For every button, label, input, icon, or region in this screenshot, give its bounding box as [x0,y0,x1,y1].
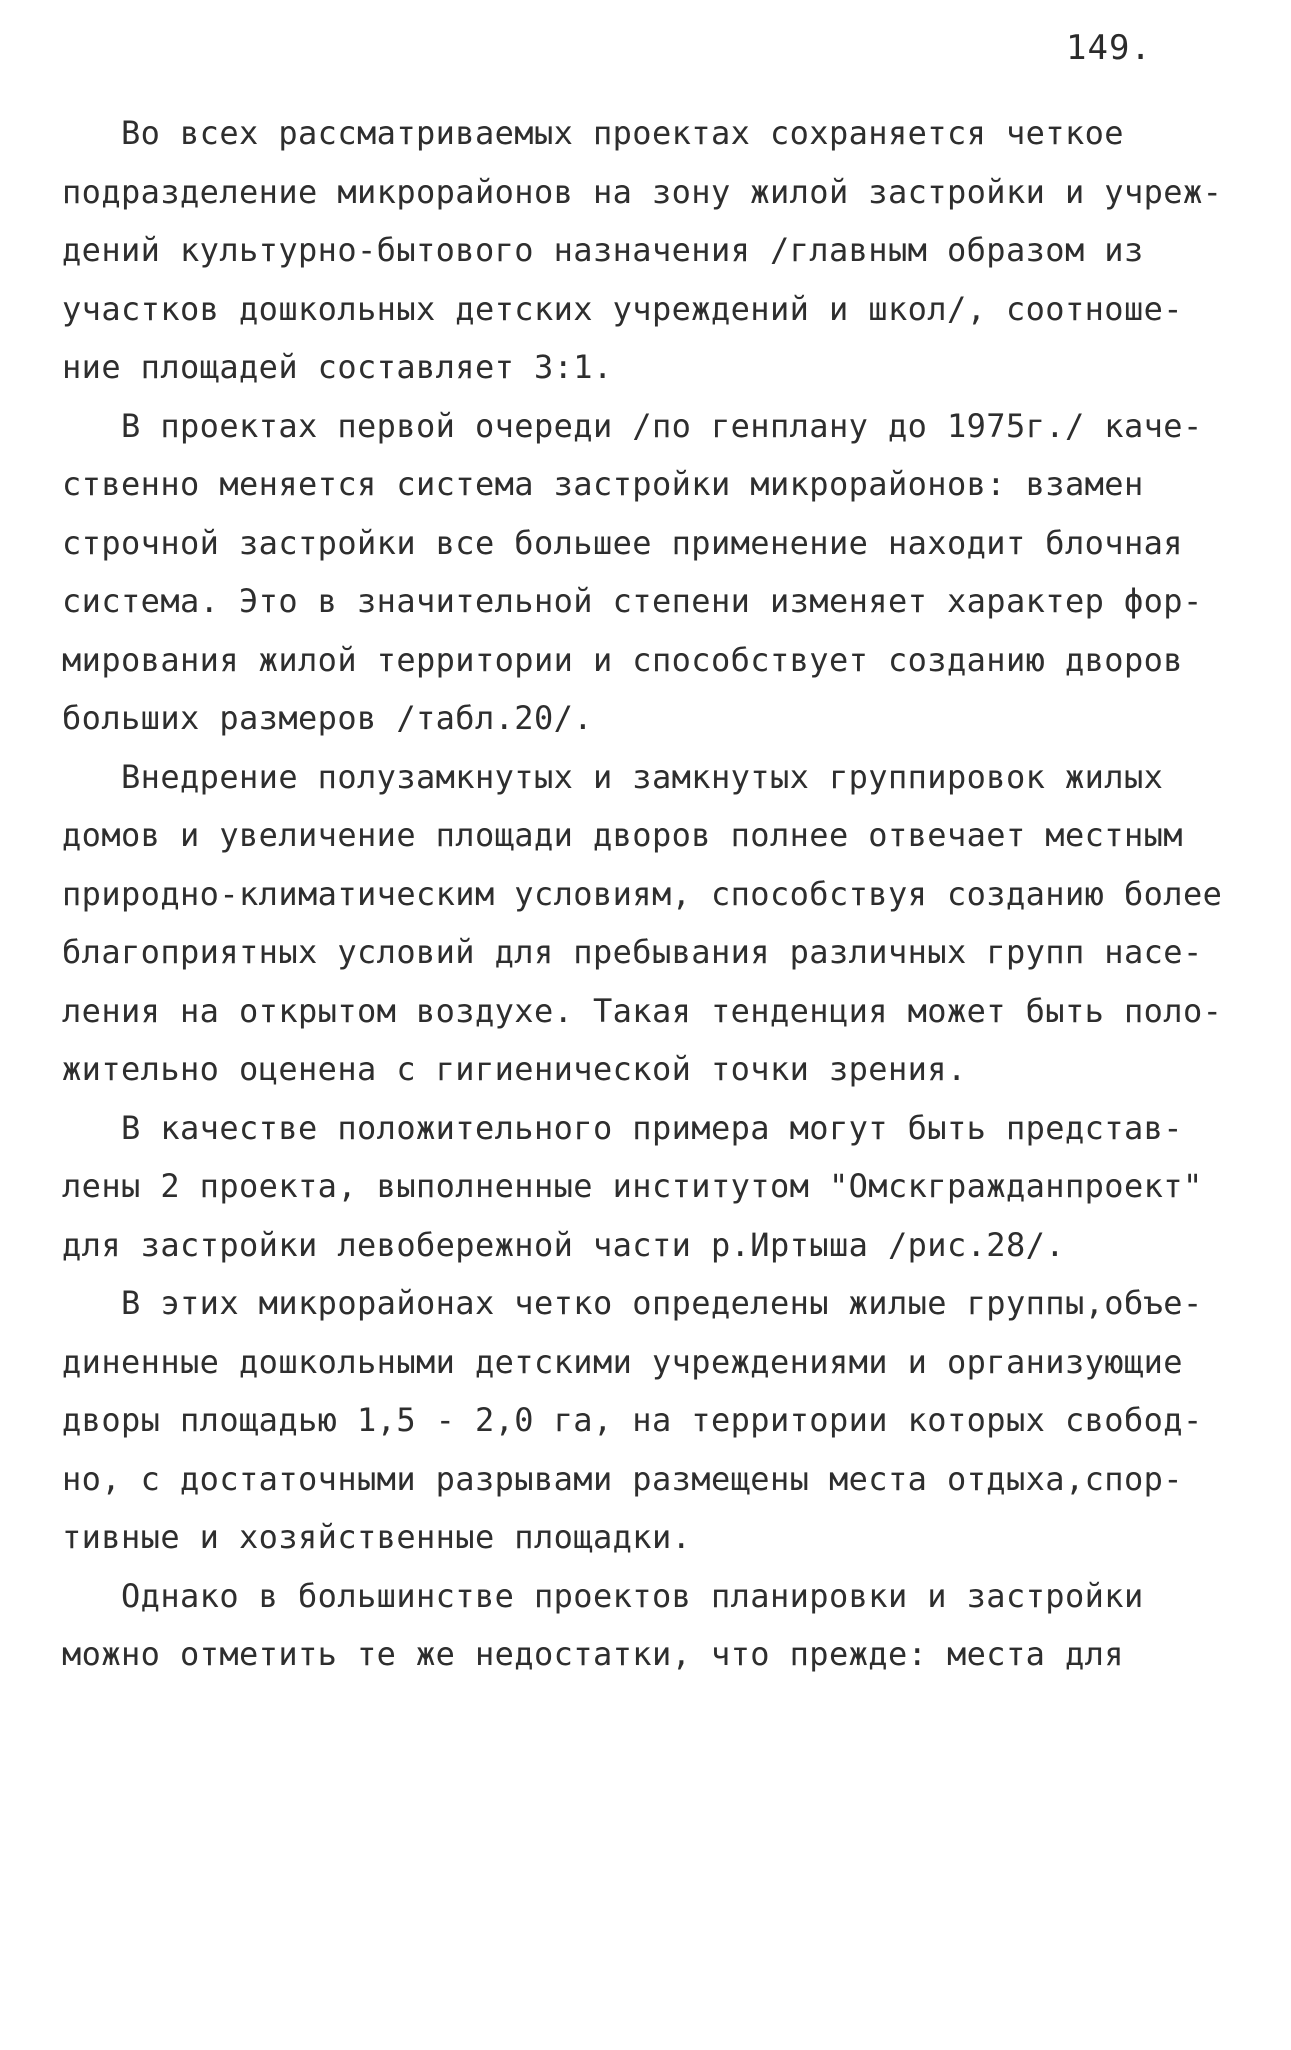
text-line: В этих микрорайонах четко определены жилые группы,объе- [62,1284,1203,1322]
text-line: В проектах первой очереди /по генплану до 1975г./ каче- [62,406,1203,445]
paragraph-6 [62,1567,1232,1684]
text-line: строчной застройки все большее применение находит блочная [62,523,1183,562]
text-line: ственно меняется система застройки микрорайонов: взамен [62,465,1144,503]
text-line: домов и увеличение площади дворов полнее отвечает местным [62,816,1183,854]
text-line: благоприятных условий для пребывания различных групп насе- [62,933,1203,971]
text-line: ления на открытом воздухе. Такая тенденция может быть поло- [62,991,1223,1030]
text-line: Однако в большинстве проектов планировки и застройки [62,1576,1144,1615]
text-line: для застройки левобережной части р.Иртыша /рис.28/. [62,1225,1065,1264]
paragraph-1 [62,104,1232,397]
text-line: Внедрение полузамкнутых и замкнутых группировок жилых [62,757,1164,796]
paragraph-2 [62,397,1232,748]
body-text [62,104,1232,1684]
text-line: Во всех рассматриваемых проектах сохраняется четкое [62,114,1124,152]
text-line: лены 2 проекта, выполненные институтом "Омскгражданпроект" [62,1167,1203,1205]
page-number: 149. [1066,28,1152,68]
paragraph-4 [62,1099,1232,1275]
text-line: В качестве положительного примера могут быть представ- [62,1108,1183,1147]
text-line: участков дошкольных детских учреждений и школ/, соотноше- [62,289,1183,328]
text-line: дворы площадью 1,5 - 2,0 га, на территории которых свобод- [62,1401,1203,1439]
text-line: ние площадей составляет 3:1. [62,348,613,386]
paragraph-5 [62,1274,1232,1567]
text-line: природно-климатическим условиям, способствуя созданию более [62,874,1223,913]
text-line: но, с достаточными разрывами размещены места отдыха,спор- [62,1459,1183,1498]
text-line: мирования жилой территории и способствует созданию дворов [62,640,1183,679]
text-line: дений культурно-бытового назначения /главным образом из [62,231,1144,269]
paragraph-3 [62,748,1232,1099]
text-line: система. Это в значительной степени изменяет характер фор- [62,582,1203,620]
text-line: можно отметить те же недостатки, что прежде: места для [62,1635,1124,1673]
text-line: диненные дошкольными детскими учреждениями и организующие [62,1342,1183,1381]
text-line: жительно оценена с гигиенической точки зрения. [62,1050,967,1088]
text-line: подразделение микрорайонов на зону жилой застройки и учреж- [62,172,1223,211]
text-line: тивные и хозяйственные площадки. [62,1518,692,1556]
text-line: больших размеров /табл.20/. [62,699,593,737]
